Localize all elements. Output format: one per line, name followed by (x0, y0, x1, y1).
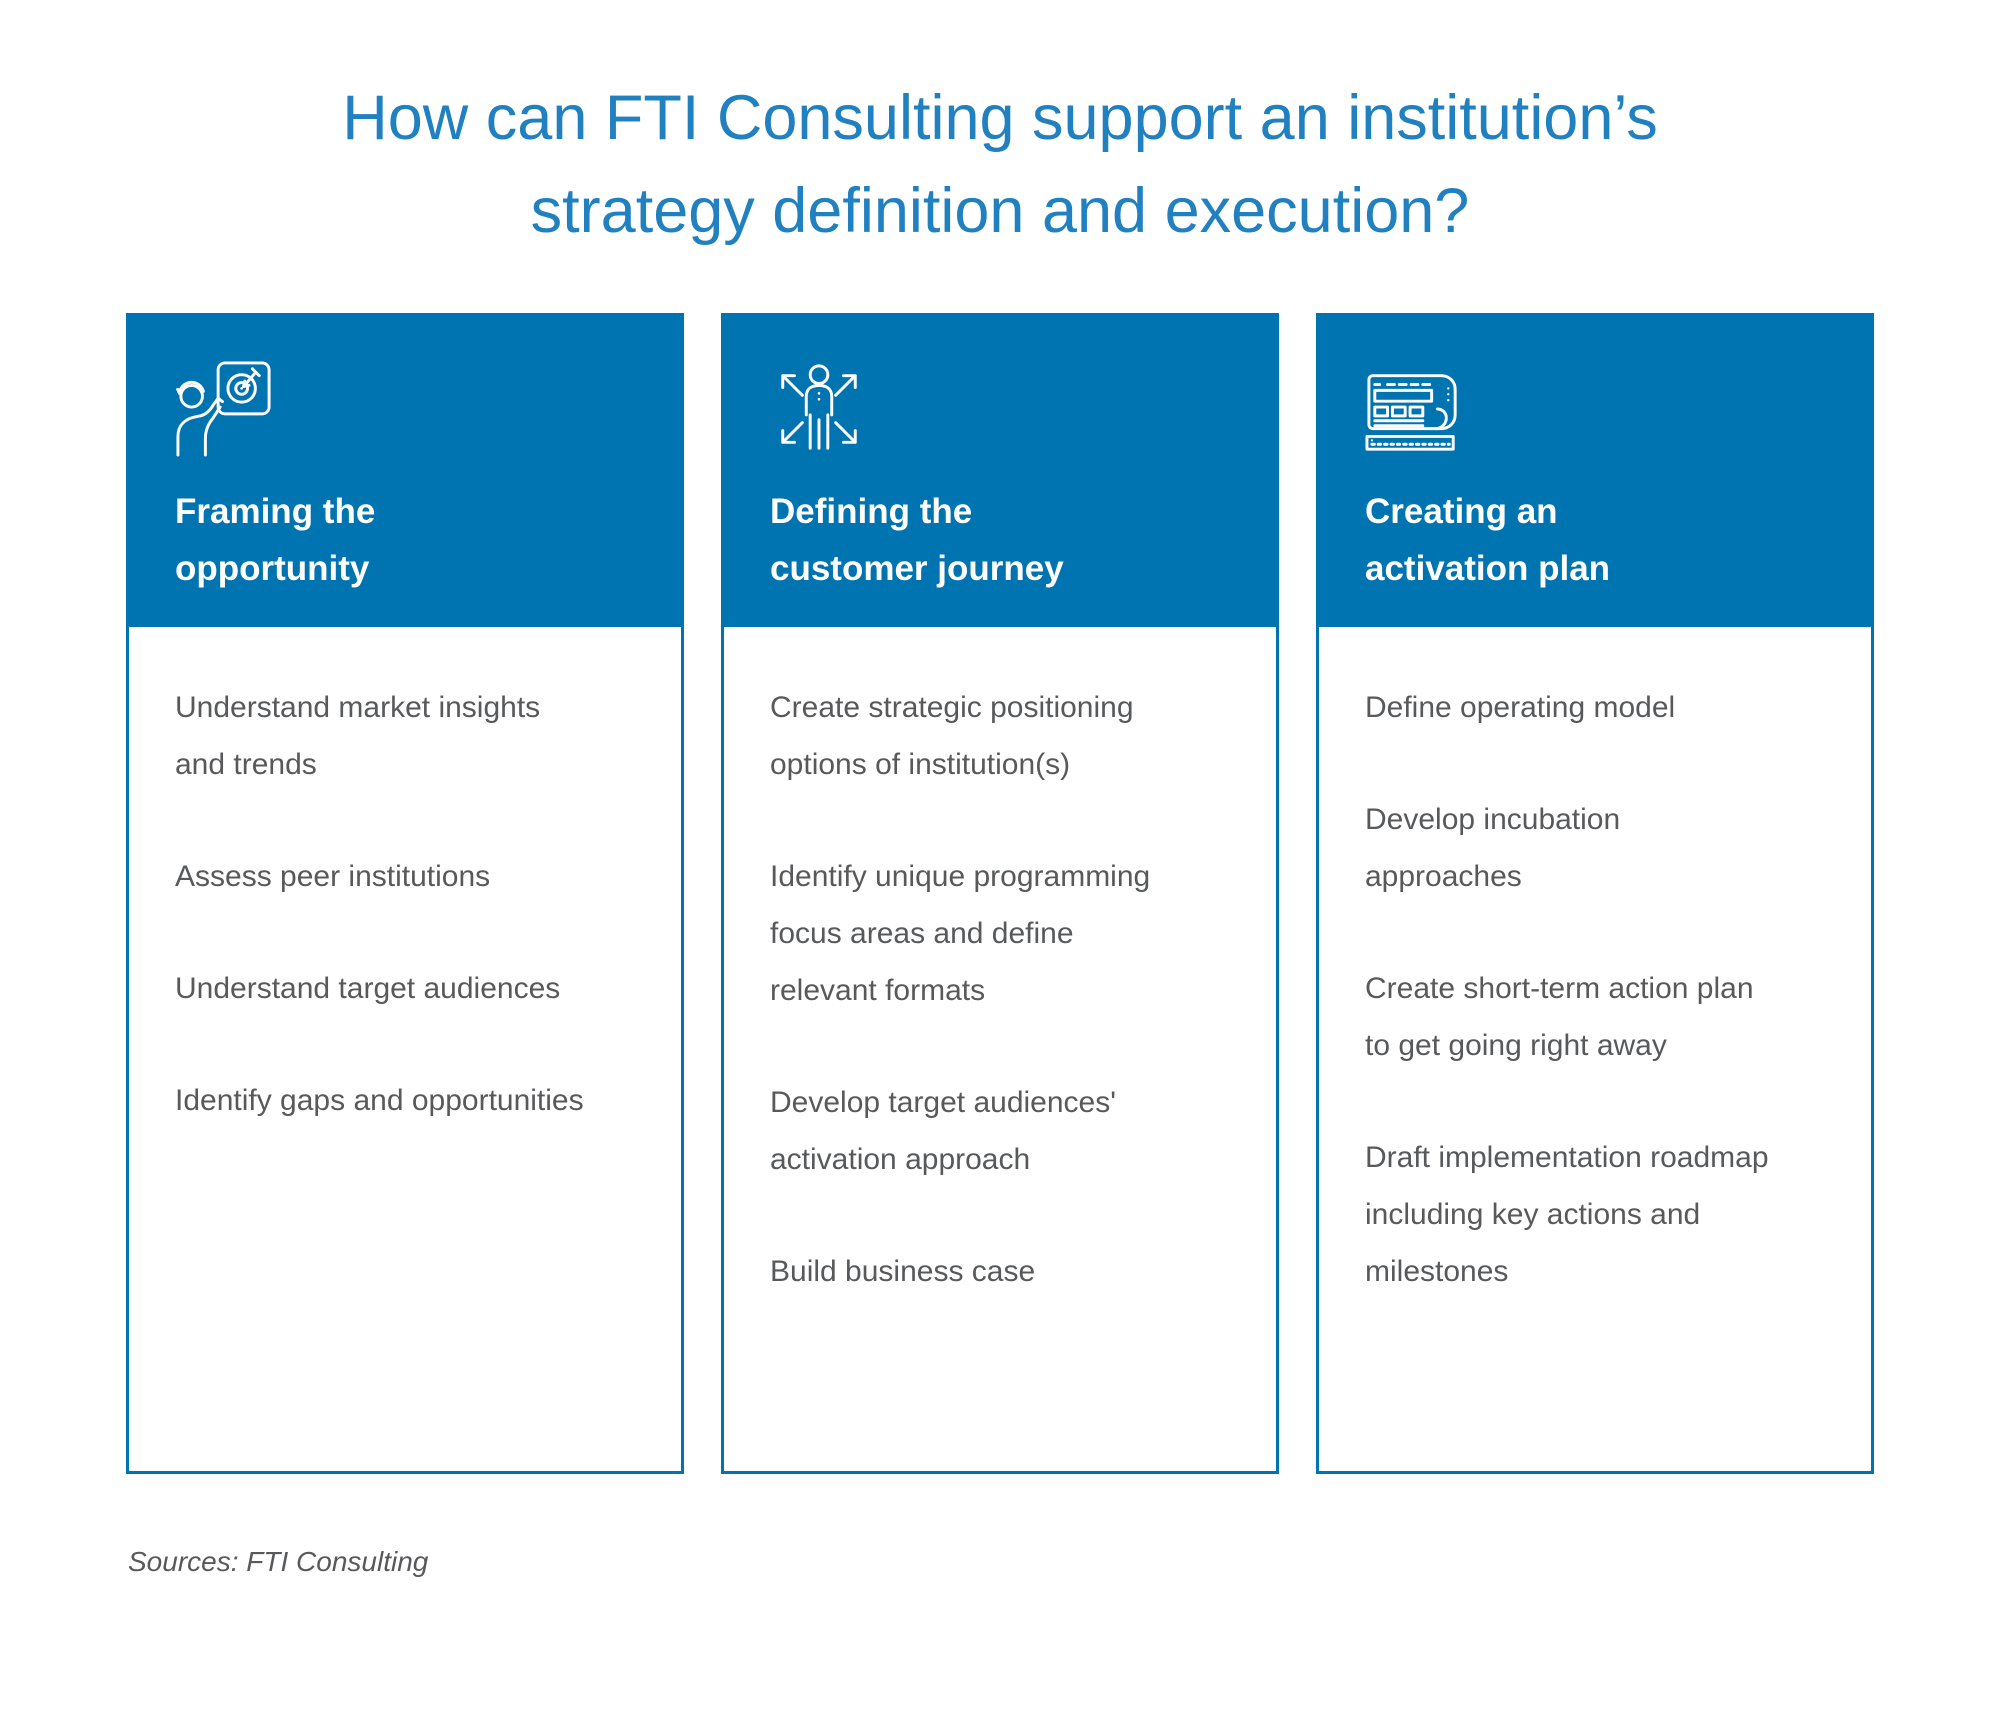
card-title-framing-opportunity: Framing the opportunity (175, 492, 376, 588)
card-body-framing-opportunity (129, 627, 681, 1129)
infographic (0, 72, 2000, 1581)
sources-note: Sources: FTI Consulting (128, 1546, 429, 1578)
blueprint-ruler-icon (1365, 360, 1463, 458)
page-title-line1: How can FTI Consulting support an institution’s (342, 83, 1658, 153)
card-item: Understand target audiences (175, 972, 561, 1006)
card-item: Understand market insights and trends (175, 691, 541, 782)
card-item: Develop incubation approaches (1365, 803, 1621, 894)
card-header-framing-opportunity (129, 316, 681, 627)
card-body-customer-journey (724, 627, 1276, 1300)
card-title-activation-plan: Creating an activation plan (1365, 492, 1611, 588)
card-item: Create short-term action plan to get going right away (1365, 972, 1754, 1063)
card-customer-journey (721, 313, 1279, 1474)
card-item: Assess peer institutions (175, 860, 491, 894)
cards-row (126, 313, 1874, 1474)
card-item: Identify gaps and opportunities (175, 1084, 584, 1118)
card-item: Define operating model (1365, 691, 1676, 725)
card-activation-plan (1316, 313, 1874, 1474)
page-title-line2: strategy definition and execution? (530, 175, 1470, 246)
card-framing-opportunity (126, 313, 684, 1474)
card-item: Draft implementation roadmap including key actions and milestones (1365, 1141, 1769, 1289)
card-item: Build business case (770, 1255, 1036, 1289)
card-item: Create strategic positioning options of institution(s) (770, 691, 1134, 782)
person-target-board-icon (175, 360, 273, 458)
card-item: Identify unique programming focus areas and define relevant formats (770, 860, 1151, 1008)
card-body-activation-plan (1319, 627, 1871, 1300)
card-header-activation-plan (1319, 316, 1871, 627)
page-title (0, 72, 2000, 257)
card-item: Develop target audiences' activation approach (770, 1086, 1116, 1177)
card-title-customer-journey: Defining the customer journey (770, 492, 1064, 588)
person-direction-arrows-icon (770, 360, 868, 458)
card-header-customer-journey (724, 316, 1276, 627)
